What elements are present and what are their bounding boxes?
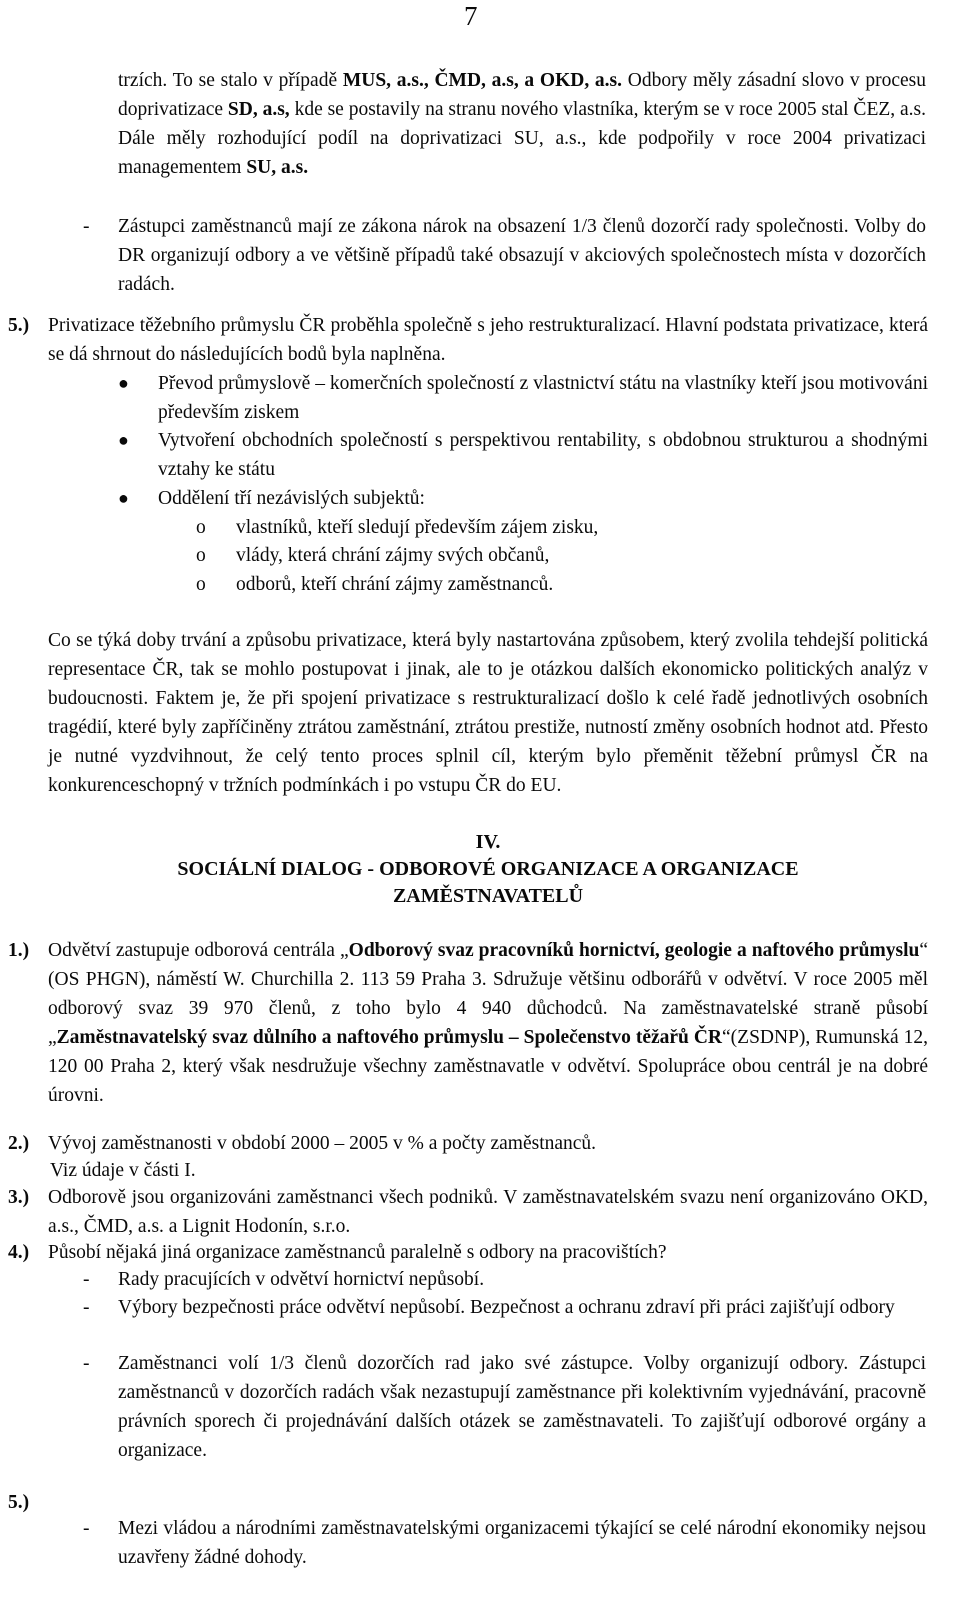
dash-item: Rady pracujících v odvětví hornictví nepůsobí. (118, 1269, 485, 1290)
dash-item: Zaměstnanci volí 1/3 členů dozorčích rad jako své zástupce. Volby organizují odbory. Zástupci zaměstnanců v dozorčích radách však nezastupují zaměstnance při kolektivním vyjednávání, pracovně právních sporech či projednávání dalších otázek se zaměstnavateli. To zajišťují odborové orgány a organizace. (118, 1353, 926, 1461)
item-employment-reference: Viz údaje v části I. (50, 1160, 196, 1181)
dash-marker: - (83, 1269, 90, 1290)
bullet-item: Převod průmyslově – komerčních společností z vlastnictví státu na vlastníky kteří jsou motivováni především ziskem (158, 373, 928, 423)
chapter-number: IV. (475, 831, 501, 853)
dash-marker: - (83, 1518, 90, 1539)
dash-marker: - (83, 1297, 90, 1318)
item-number: 3.) (8, 1187, 30, 1208)
circle-bullet-icon: o (196, 574, 206, 595)
dash-item-dozorci-rada: Zástupci zaměstnanců mají ze zákona nárok na obsazení 1/3 členů dozorčí rady společnosti. Volby do DR organizují odbory a ve většině případů také obsazují v akciových společnostech místa v dozorčích radách. (118, 216, 926, 295)
item-number: 4.) (8, 1242, 30, 1263)
item-organization-text: Odborově jsou organizováni zaměstnanci všech podniků. V zaměstnavatelském svazu není organizováno OKD, a.s., ČMD, a.s. a Lignit Hodonín, s.r.o. (48, 1187, 928, 1237)
item-employment-text: Vývoj zaměstnanosti v období 2000 – 2005 v % a počty zaměstnanců. (48, 1133, 597, 1154)
section-privatization-text: Privatizace těžebního průmyslu ČR proběhla společně s jeho restrukturalizací. Hlavní podstata privatizace, která se dá shrnout do následujících bodů byla naplněna. (48, 315, 928, 365)
section-number: 5.) (8, 315, 30, 336)
item-unions-description: Odvětví zastupuje odborová centrála „Odborový svaz pracovníků hornictví, geologie a naftového průmyslu“ (OS PHGN), náměstí W. Churchilla 2. 113 59 Praha 3. Sdružuje většinu odborářů v odvětví. V roce 2005 měl odborový svaz 39 970 členů, z toho bylo 4 940 důchodců. Na zaměstnavatelské straně působí „Zaměstnavatelský svaz důlního a naftového průmyslu – Společenstvo těžařů ČR“(ZSDNP), Rumunská 12, 120 00 Praha 2, který však nesdružuje všechny zaměstnavatle v odvětví. Spolupráce obou centrál je na dobré úrovni. (48, 940, 929, 1106)
item-number: 5.) (8, 1492, 30, 1513)
item-question-text: Působí nějaká jiná organizace zaměstnanců paralelně s odbory na pracovištích? (48, 1242, 667, 1263)
page-number: 7 (464, 1, 478, 31)
chapter-title: ZAMĚSTNAVATELŮ (392, 885, 584, 907)
sub-item: vlastníků, kteří sledují především zájem zisku, (236, 517, 599, 538)
item-number: 1.) (8, 940, 30, 961)
dash-marker: - (83, 216, 90, 237)
circle-bullet-icon: o (196, 517, 206, 538)
intro-paragraph: trzích. To se stalo v případě MUS, a.s., ČMD, a.s, a OKD, a.s. Odbory měly zásadní slovo v procesu doprivatizace SD, a.s, kde se postavily na stranu nového vlastníka, kterým se v roce 2005 stal ČEZ, a.s. Dále měly rozhodující podíl na doprivatizaci SU, a.s., kde podpořily v roce 2004 privatizaci managementem SU, a.s. (118, 70, 927, 178)
item-number: 2.) (8, 1133, 30, 1154)
conclusion-paragraph: Co se týká doby trvání a způsobu privatizace, která byly nastartována způsobem, který zvolila tehdejší politická representace ČR, tak se mohlo postupovat i jinak, ale to je otázkou dalších ekonomicko politických analýz v budoucnosti. Faktem je, že při spojení privatizace s restrukturalizací došlo k celé řadě jednotlivých osobních tragédií, které byly zapříčiněny ztrátou zaměstnání, ztrátou prestiže, nutností změny osobních hodnot atd. Přesto je nutné vyzdvihnout, že celý tento proces splnil cíl, kterým bylo přeměnit těžební průmysl ČR na konkurenceschopný v tržních podmínkách i po vstupu ČR do EU. (48, 630, 928, 796)
dash-item: Mezi vládou a národními zaměstnavatelskými organizacemi týkající se celé národní ekonomiky nejsou uzavřeny žádné dohody. (118, 1518, 926, 1568)
sub-item: vlády, která chrání zájmy svých občanů, (236, 545, 550, 566)
circle-bullet-icon: o (196, 545, 206, 566)
dash-marker: - (83, 1353, 90, 1374)
dash-item: Výbory bezpečnosti práce odvětví nepůsobí. Bezpečnost a ochranu zdraví při práci zajišťují odbory (118, 1297, 895, 1318)
chapter-title: SOCIÁLNÍ DIALOG - ODBOROVÉ ORGANIZACE A ORGANIZACE (177, 858, 799, 880)
bullet-icon: ● (118, 488, 129, 508)
bullet-item: Vytvoření obchodních společností s perspektivou rentability, s obdobnou strukturou a shodnými vztahy ke státu (158, 430, 928, 480)
bullet-icon: ● (118, 373, 129, 393)
bullet-item: Oddělení tří nezávislých subjektů: (158, 488, 425, 509)
sub-item: odborů, kteří chrání zájmy zaměstnanců. (236, 574, 554, 595)
bullet-icon: ● (118, 430, 129, 450)
